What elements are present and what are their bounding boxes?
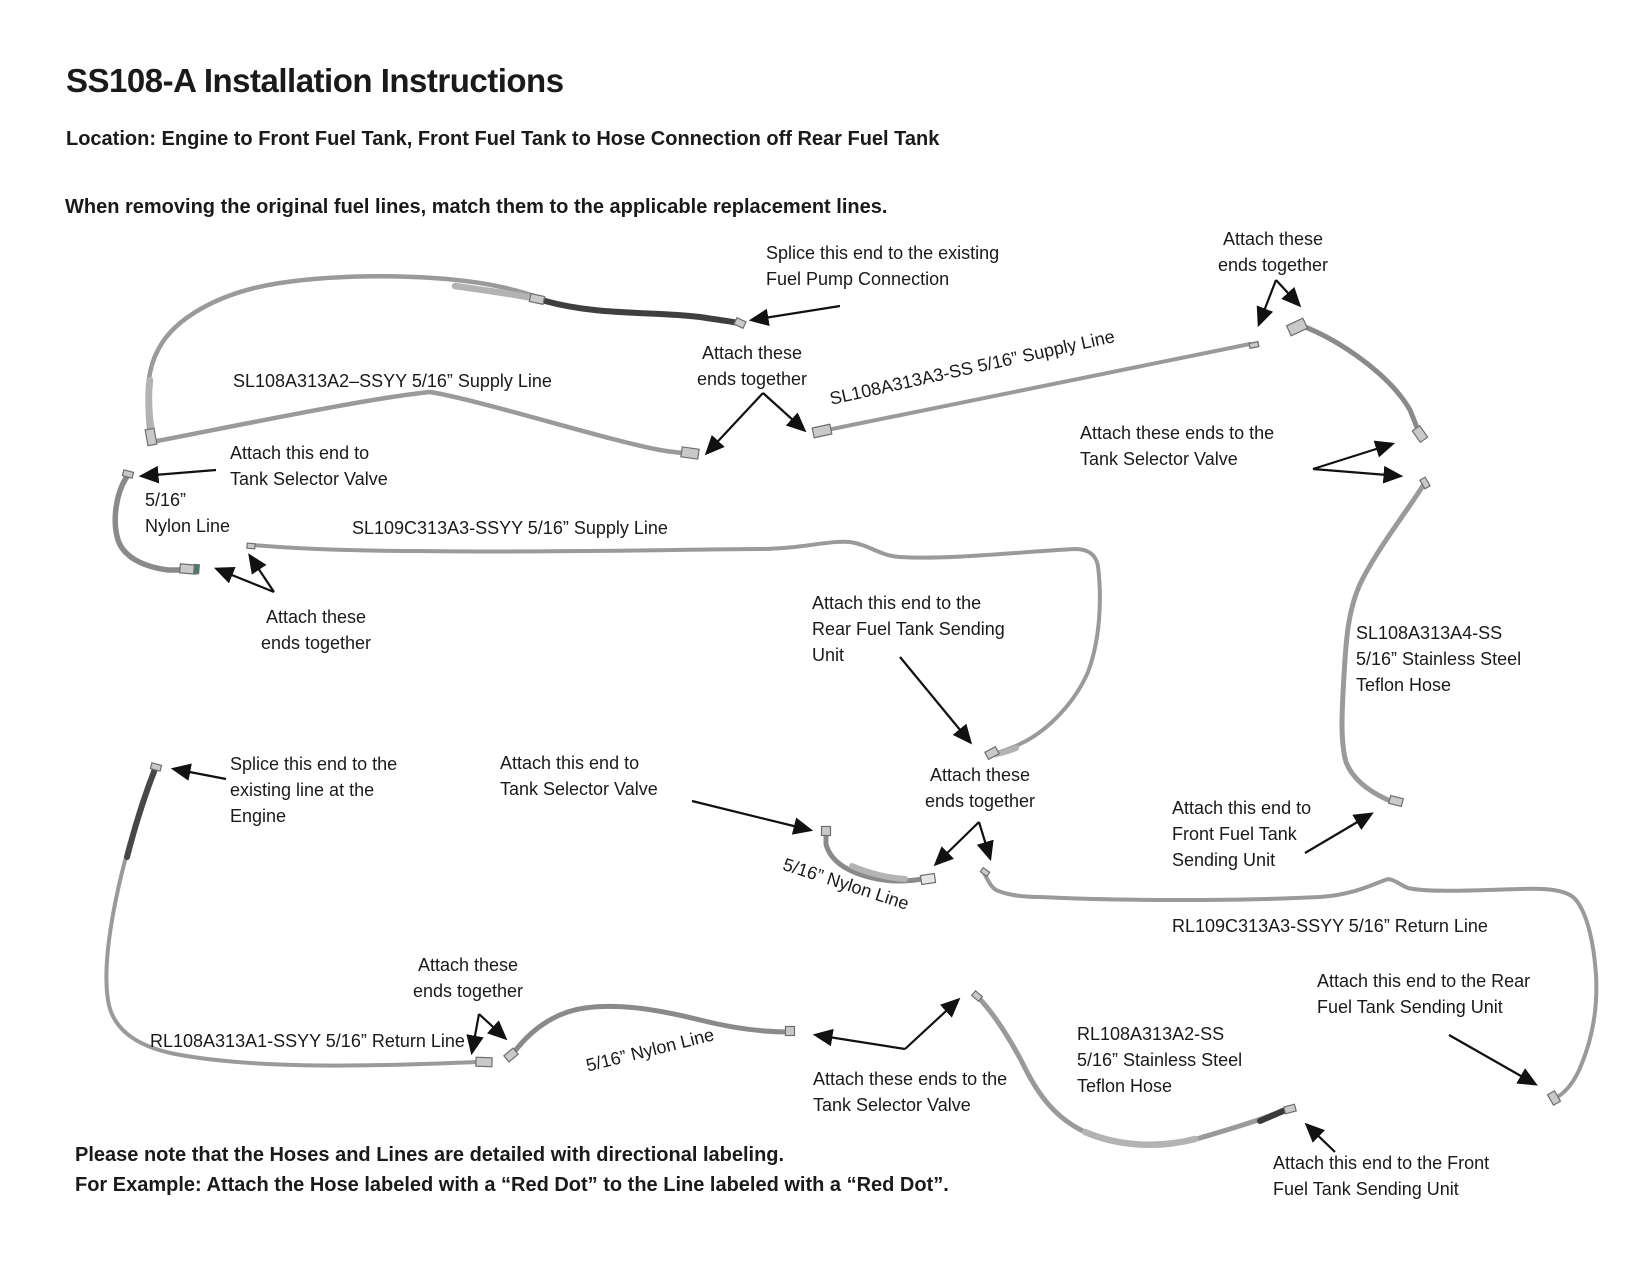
label-attach-front-sending-bottom: Attach this end to the Front Fuel Tank Sending Unit <box>1273 1153 1490 1199</box>
fitting <box>1389 795 1404 806</box>
fitting <box>980 868 989 877</box>
supply-line-a2-dark-hose <box>545 301 738 323</box>
fitting <box>734 318 746 329</box>
fitting <box>681 447 699 459</box>
fitting <box>985 747 999 760</box>
arrow <box>1313 444 1392 469</box>
arrow <box>479 1014 505 1038</box>
fitting <box>786 1027 795 1036</box>
label-splice-engine: Splice this end to the existing line at the Engine <box>230 754 398 826</box>
arrow <box>900 657 970 742</box>
label-attach-rear-sending: Attach this end to the Rear Fuel Tank Sending Unit <box>812 593 1005 665</box>
label-attach-ends-together-left: Attach these ends together <box>260 607 372 653</box>
label-attach-ends-together-top: Attach these ends together <box>696 343 808 389</box>
label-attach-ends-tsv-bottom: Attach these ends to the Tank Selector Valve <box>813 1069 1008 1115</box>
page-title: SS108-A Installation Instructions <box>66 62 564 99</box>
label-supply-line-a3: SL108A313A3-SS 5/16” Supply Line <box>827 326 1117 409</box>
label-supply-line-c3: SL109C313A3-SSYY 5/16” Supply Line <box>352 518 668 538</box>
arrow <box>816 1035 905 1049</box>
arrow <box>174 769 226 779</box>
arrow <box>1307 1125 1335 1152</box>
label-attach-end-tsv-left: Attach this end to Tank Selector Valve <box>230 443 388 489</box>
label-teflon-hose-sl: SL108A313A4-SS 5/16” Stainless Steel Teflon Hose <box>1356 623 1522 695</box>
arrow <box>1259 280 1276 324</box>
label-nylon-mid: 5/16” Nylon Line <box>780 854 912 914</box>
arrow <box>936 822 979 864</box>
fitting <box>812 424 832 438</box>
arrow <box>1313 469 1400 476</box>
label-splice-fuel-pump: Splice this end to the existing Fuel Pump Connection <box>766 243 1000 289</box>
label-supply-line-a2: SL108A313A2–SSYY 5/16” Supply Line <box>233 371 552 391</box>
arrow <box>142 470 216 476</box>
arrow <box>763 393 804 430</box>
fitting <box>476 1057 492 1067</box>
fitting <box>1284 1104 1296 1114</box>
fitting-teal-band <box>194 564 200 573</box>
label-attach-front-sending: Attach this end to Front Fuel Tank Sending Unit <box>1172 798 1312 870</box>
label-attach-ends-together-mid: Attach these ends together <box>924 765 1036 811</box>
label-return-line-a1: RL108A313A1-SSYY 5/16” Return Line <box>150 1031 465 1051</box>
arrow <box>1449 1035 1535 1084</box>
supply-line-a2-braid <box>149 286 543 432</box>
intro-note: When removing the original fuel lines, match them to the applicable replacement lines. <box>65 196 888 218</box>
fitting <box>1249 342 1259 349</box>
arrow <box>1305 814 1371 853</box>
label-attach-ends-tsv-right: Attach these ends to the Tank Selector Valve <box>1080 423 1275 469</box>
annotation-arrows <box>142 280 1535 1152</box>
footer-note-1: Please note that the Hoses and Lines are detailed with directional labeling. <box>75 1144 785 1166</box>
location-line: Location: Engine to Front Fuel Tank, Front Fuel Tank to Hose Connection off Rear Fuel Tank <box>66 128 940 150</box>
fitting <box>1548 1091 1561 1105</box>
label-attach-end-tsv-mid: Attach this end to Tank Selector Valve <box>500 753 658 799</box>
arrow <box>692 801 810 830</box>
fitting <box>529 294 544 305</box>
top-right-hose-path <box>1300 325 1418 430</box>
return-line-a1-dark-hose <box>127 769 155 857</box>
label-nylon-bottom: 5/16” Nylon Line <box>583 1024 717 1076</box>
arrow <box>1276 280 1299 305</box>
supply-line-a2-path <box>148 276 545 437</box>
label-nylon-left: 5/16” Nylon Line <box>145 490 231 536</box>
fitting <box>822 827 831 836</box>
arrow <box>979 822 990 858</box>
label-attach-rear-sending-right: Attach this end to the Rear Fuel Tank Sending Unit <box>1317 971 1531 1017</box>
label-teflon-hose-rl: RL108A313A2-SS 5/16” Stainless Steel Teflon Hose <box>1077 1024 1243 1096</box>
arrow <box>472 1014 479 1052</box>
arrow <box>905 1000 958 1049</box>
label-return-line-c3: RL109C313A3-SSYY 5/16” Return Line <box>1172 916 1488 936</box>
label-attach-ends-together-topright: Attach these ends together <box>1217 229 1329 275</box>
arrow <box>752 306 840 320</box>
fitting <box>920 874 935 885</box>
fitting <box>247 543 255 549</box>
fitting <box>1287 318 1308 336</box>
footer-note-2: For Example: Attach the Hose labeled with a “Red Dot” to the Line labeled with a “Red Dot”. <box>75 1174 949 1196</box>
fitting <box>145 428 157 445</box>
label-attach-ends-together-bottom: Attach these ends together <box>412 955 524 1001</box>
teflon-hose-rl-braid <box>1085 1132 1195 1145</box>
arrow <box>707 393 763 453</box>
